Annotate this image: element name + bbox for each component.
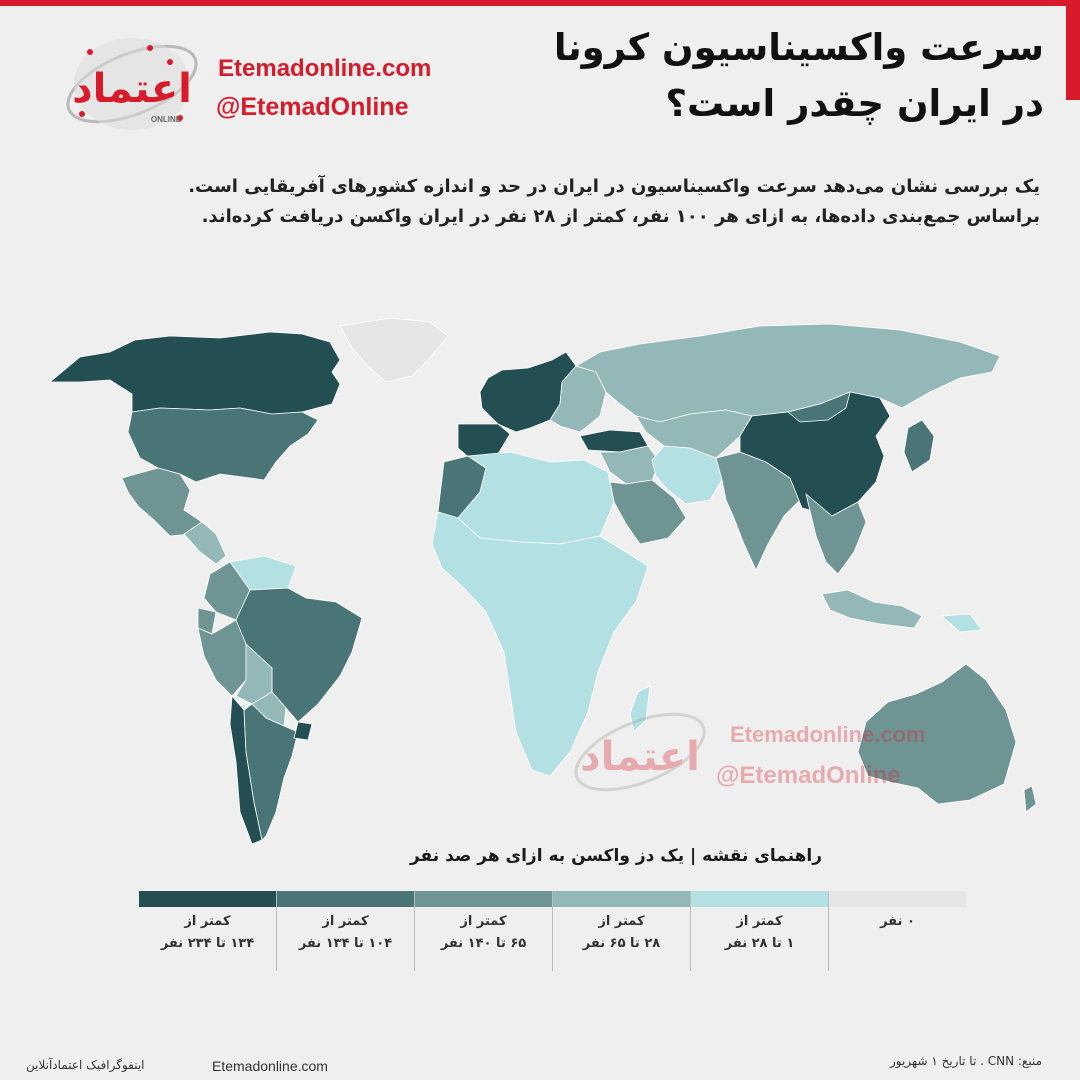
title-line-2: در ایران چقدر است؟: [665, 82, 1044, 125]
region-russia: [576, 324, 1000, 422]
legend-label-3-line1: کمتر از: [460, 914, 507, 929]
page-title: [524, 20, 1044, 132]
legend-label-1: [139, 911, 276, 955]
legend-label-1-line1: کمتر از: [184, 914, 231, 929]
region-new-zealand: [1024, 786, 1036, 812]
legend-label-5-line2: ۱ تا ۲۸ نفر: [724, 936, 795, 951]
legend-label-4: [553, 911, 690, 955]
legend-item-2: [276, 891, 414, 971]
footer-url[interactable]: Etemadonline.com: [212, 1058, 328, 1074]
title-accent-bar: [1066, 6, 1080, 100]
legend: [139, 891, 963, 971]
region-papua-new-guinea: [942, 614, 982, 632]
legend-label-2-line2: ۱۰۴ تا ۱۳۴ نفر: [298, 936, 393, 951]
legend-label-6-line1: ۰ نفر: [880, 914, 915, 929]
title-line-1: سرعت واکسیناسیون کرونا: [553, 26, 1044, 69]
legend-item-5: [690, 891, 828, 971]
watermark-handle: @EtemadOnline: [716, 762, 901, 789]
legend-label-2-line1: کمتر از: [322, 914, 369, 929]
legend-item-4: [552, 891, 690, 971]
watermark-logo-text: اعتماد: [580, 734, 700, 780]
legend-label-6: [829, 911, 966, 933]
legend-title: راهنمای نقشه | یک دز واکسن به ازای هر صد نفر: [409, 846, 822, 866]
site-url[interactable]: Etemadonline.com: [218, 55, 432, 82]
legend-label-2: [277, 911, 414, 955]
region-japan: [904, 420, 934, 472]
region-greenland: [340, 318, 448, 382]
watermark-url: Etemadonline.com: [730, 722, 926, 747]
watermark-logo: [560, 690, 720, 820]
legend-item-3: [414, 891, 552, 971]
legend-item-6: [828, 891, 966, 971]
intro-line-2: براساس جمع‌بندی داده‌ها، به ازای هر ۱۰۰ نفر، کمتر از ۲۸ نفر در ایران واکسن دریافت کرده‌اند.: [201, 206, 1040, 227]
legend-label-5-line1: کمتر از: [736, 914, 783, 929]
legend-swatch-1: [139, 891, 276, 907]
region-canada: [50, 332, 340, 414]
logo: [52, 22, 212, 152]
watermark: [560, 690, 980, 820]
legend-item-1: [139, 891, 276, 971]
legend-swatch-4: [553, 891, 690, 907]
region-uruguay: [294, 722, 312, 740]
legend-swatch-6: [829, 891, 966, 907]
legend-swatch-5: [691, 891, 828, 907]
top-accent-bar: [0, 0, 1080, 6]
intro-text: [30, 172, 1040, 232]
footer-credit: اینفوگرافیک اعتمادآنلاین: [26, 1058, 145, 1072]
logo-text: اعتماد: [72, 66, 192, 112]
legend-swatch-3: [415, 891, 552, 907]
site-handle[interactable]: @EtemadOnline: [216, 93, 409, 121]
region-indonesia: [822, 590, 922, 628]
legend-swatch-2: [277, 891, 414, 907]
legend-label-3: [415, 911, 552, 955]
legend-label-1-line2: ۱۳۴ تا ۲۳۴ نفر: [160, 936, 255, 951]
intro-line-1: یک بررسی نشان می‌دهد سرعت واکسیناسیون در ایران در حد و اندازه کشورهای آفریقایی است.: [188, 176, 1040, 197]
legend-label-3-line2: ۶۵ تا ۱۴۰ نفر: [440, 936, 527, 951]
legend-label-4-line1: کمتر از: [598, 914, 645, 929]
legend-label-4-line2: ۲۸ تا ۶۵ نفر: [582, 936, 661, 951]
legend-label-5: [691, 911, 828, 955]
footer-source: منبع: CNN . تا تاریخ ۱ شهریور: [889, 1054, 1042, 1068]
logo-subtext: ONLINE: [150, 115, 182, 124]
